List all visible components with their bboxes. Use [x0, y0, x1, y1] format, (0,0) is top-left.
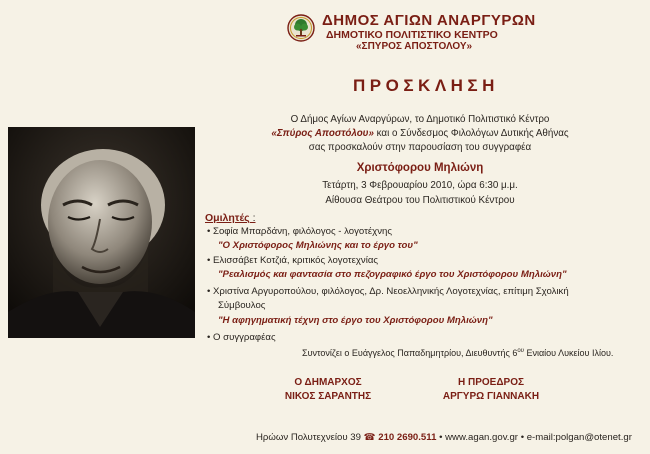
mayor-role: Ο ΔΗΜΑΡΧΟΣ: [294, 377, 362, 388]
bullet-icon: •: [207, 226, 211, 237]
organization-name: ΔΗΜΟΣ ΑΓΙΩΝ ΑΝΑΡΓΥΡΩΝ: [322, 12, 536, 29]
speaker-2: [207, 255, 378, 266]
speaker-2-talk: "Ρεαλισμός και φαντασία στο πεζογραφικό έργο του Χριστόφορου Μηλιώνη": [218, 269, 567, 280]
bullet-icon: •: [207, 255, 211, 266]
speaker-1-name: Σοφία Μπαρδάνη, φιλόλογος - λογοτέχνης: [213, 226, 392, 237]
author-portrait-photo: [8, 127, 195, 338]
tree-emblem-icon: [287, 14, 315, 42]
coordinator-superscript: ου: [517, 348, 524, 354]
speaker-3: [207, 286, 569, 297]
author-name: Χριστόφορου Μηλιώνη: [356, 162, 484, 174]
speakers-heading-text: Ομιλητές: [205, 212, 250, 224]
speakers-heading: [205, 212, 256, 224]
cultural-center-subname: «ΣΠΥΡΟΣ ΑΠΟΣΤΟΛΟΥ»: [356, 41, 473, 52]
phone-icon: ☎: [363, 432, 376, 443]
speaker-4-name: Ο συγγραφέας: [213, 332, 276, 343]
speaker-1: [207, 226, 392, 237]
intro-line-1: Ο Δήμος Αγίων Αναργύρων, το Δημοτικό Πολιτιστικό Κέντρο: [290, 114, 550, 125]
speaker-2-name: Ελισσάβετ Κοτζιά, κριτικός λογοτεχνίας: [213, 255, 378, 266]
event-venue: Αίθουσα Θεάτρου του Πολιτιστικού Κέντρου: [325, 195, 515, 206]
event-date: Τετάρτη, 3 Φεβρουαρίου 2010, ώρα 6:30 μ.μ.: [322, 180, 518, 191]
footer-email[interactable]: e-mail:polgan@otenet.gr: [526, 432, 632, 443]
speaker-3-name-line-2: Σύμβουλος: [218, 300, 266, 311]
footer-website[interactable]: www.agan.gov.gr: [445, 432, 519, 443]
mayor-name: ΝΙΚΟΣ ΣΑΡΑΝΤΗΣ: [284, 391, 372, 402]
president-name: ΑΡΓΥΡΩ ΓΙΑΝΝΑΚΗ: [442, 391, 540, 402]
bullet-icon: •: [520, 432, 525, 443]
president-role: Η ΠΡΟΕΔΡΟΣ: [458, 377, 524, 388]
intro-line-2-rest: και ο Σύνδεσμος Φιλολόγων Δυτικής Αθήνας: [373, 128, 569, 139]
speaker-4: [207, 332, 276, 343]
intro-line-2: [205, 128, 635, 139]
footer-phone: 210 2690.511: [378, 432, 437, 443]
contact-footer: [256, 432, 632, 443]
speakers-heading-colon: :: [249, 212, 256, 224]
footer-address: Ηρώων Πολυτεχνείου 39: [256, 432, 361, 443]
coordinator-text-end: Ενιαίου Λυκείου Ιλίου.: [523, 348, 614, 358]
portrait-drawing: [8, 127, 195, 338]
invitation-title: ΠΡΟΣΚΛΗΣΗ: [353, 76, 499, 95]
speaker-3-talk: "Η αφηγηματική τέχνη στο έργο του Χριστόφορου Μηλιώνη": [218, 315, 493, 326]
speaker-3-name: Χριστίνα Αργυροπούλου, φιλόλογος, Δρ. Νεοελληνικής Λογοτεχνίας, επίτιμη Σχολική: [213, 286, 569, 297]
cultural-center-name: ΔΗΜΟΤΙΚΟ ΠΟΛΙΤΙΣΤΙΚΟ ΚΕΝΤΡΟ: [326, 29, 498, 41]
bullet-icon: •: [207, 332, 211, 343]
center-name-emphasis: «Σπύρος Αποστόλου»: [271, 128, 374, 139]
speaker-1-talk: "Ο Χριστόφορος Μηλιώνης και το έργο του": [218, 240, 418, 251]
bullet-icon: •: [439, 432, 443, 443]
intro-line-3: σας προσκαλούν στην παρουσίαση του συγγραφέα: [308, 142, 532, 153]
bullet-icon: •: [207, 286, 211, 297]
coordinator-text: Συντονίζει ο Ευάγγελος Παπαδημητρίου, Διευθυντής 6: [302, 348, 518, 358]
coordinator-line: [302, 348, 613, 358]
